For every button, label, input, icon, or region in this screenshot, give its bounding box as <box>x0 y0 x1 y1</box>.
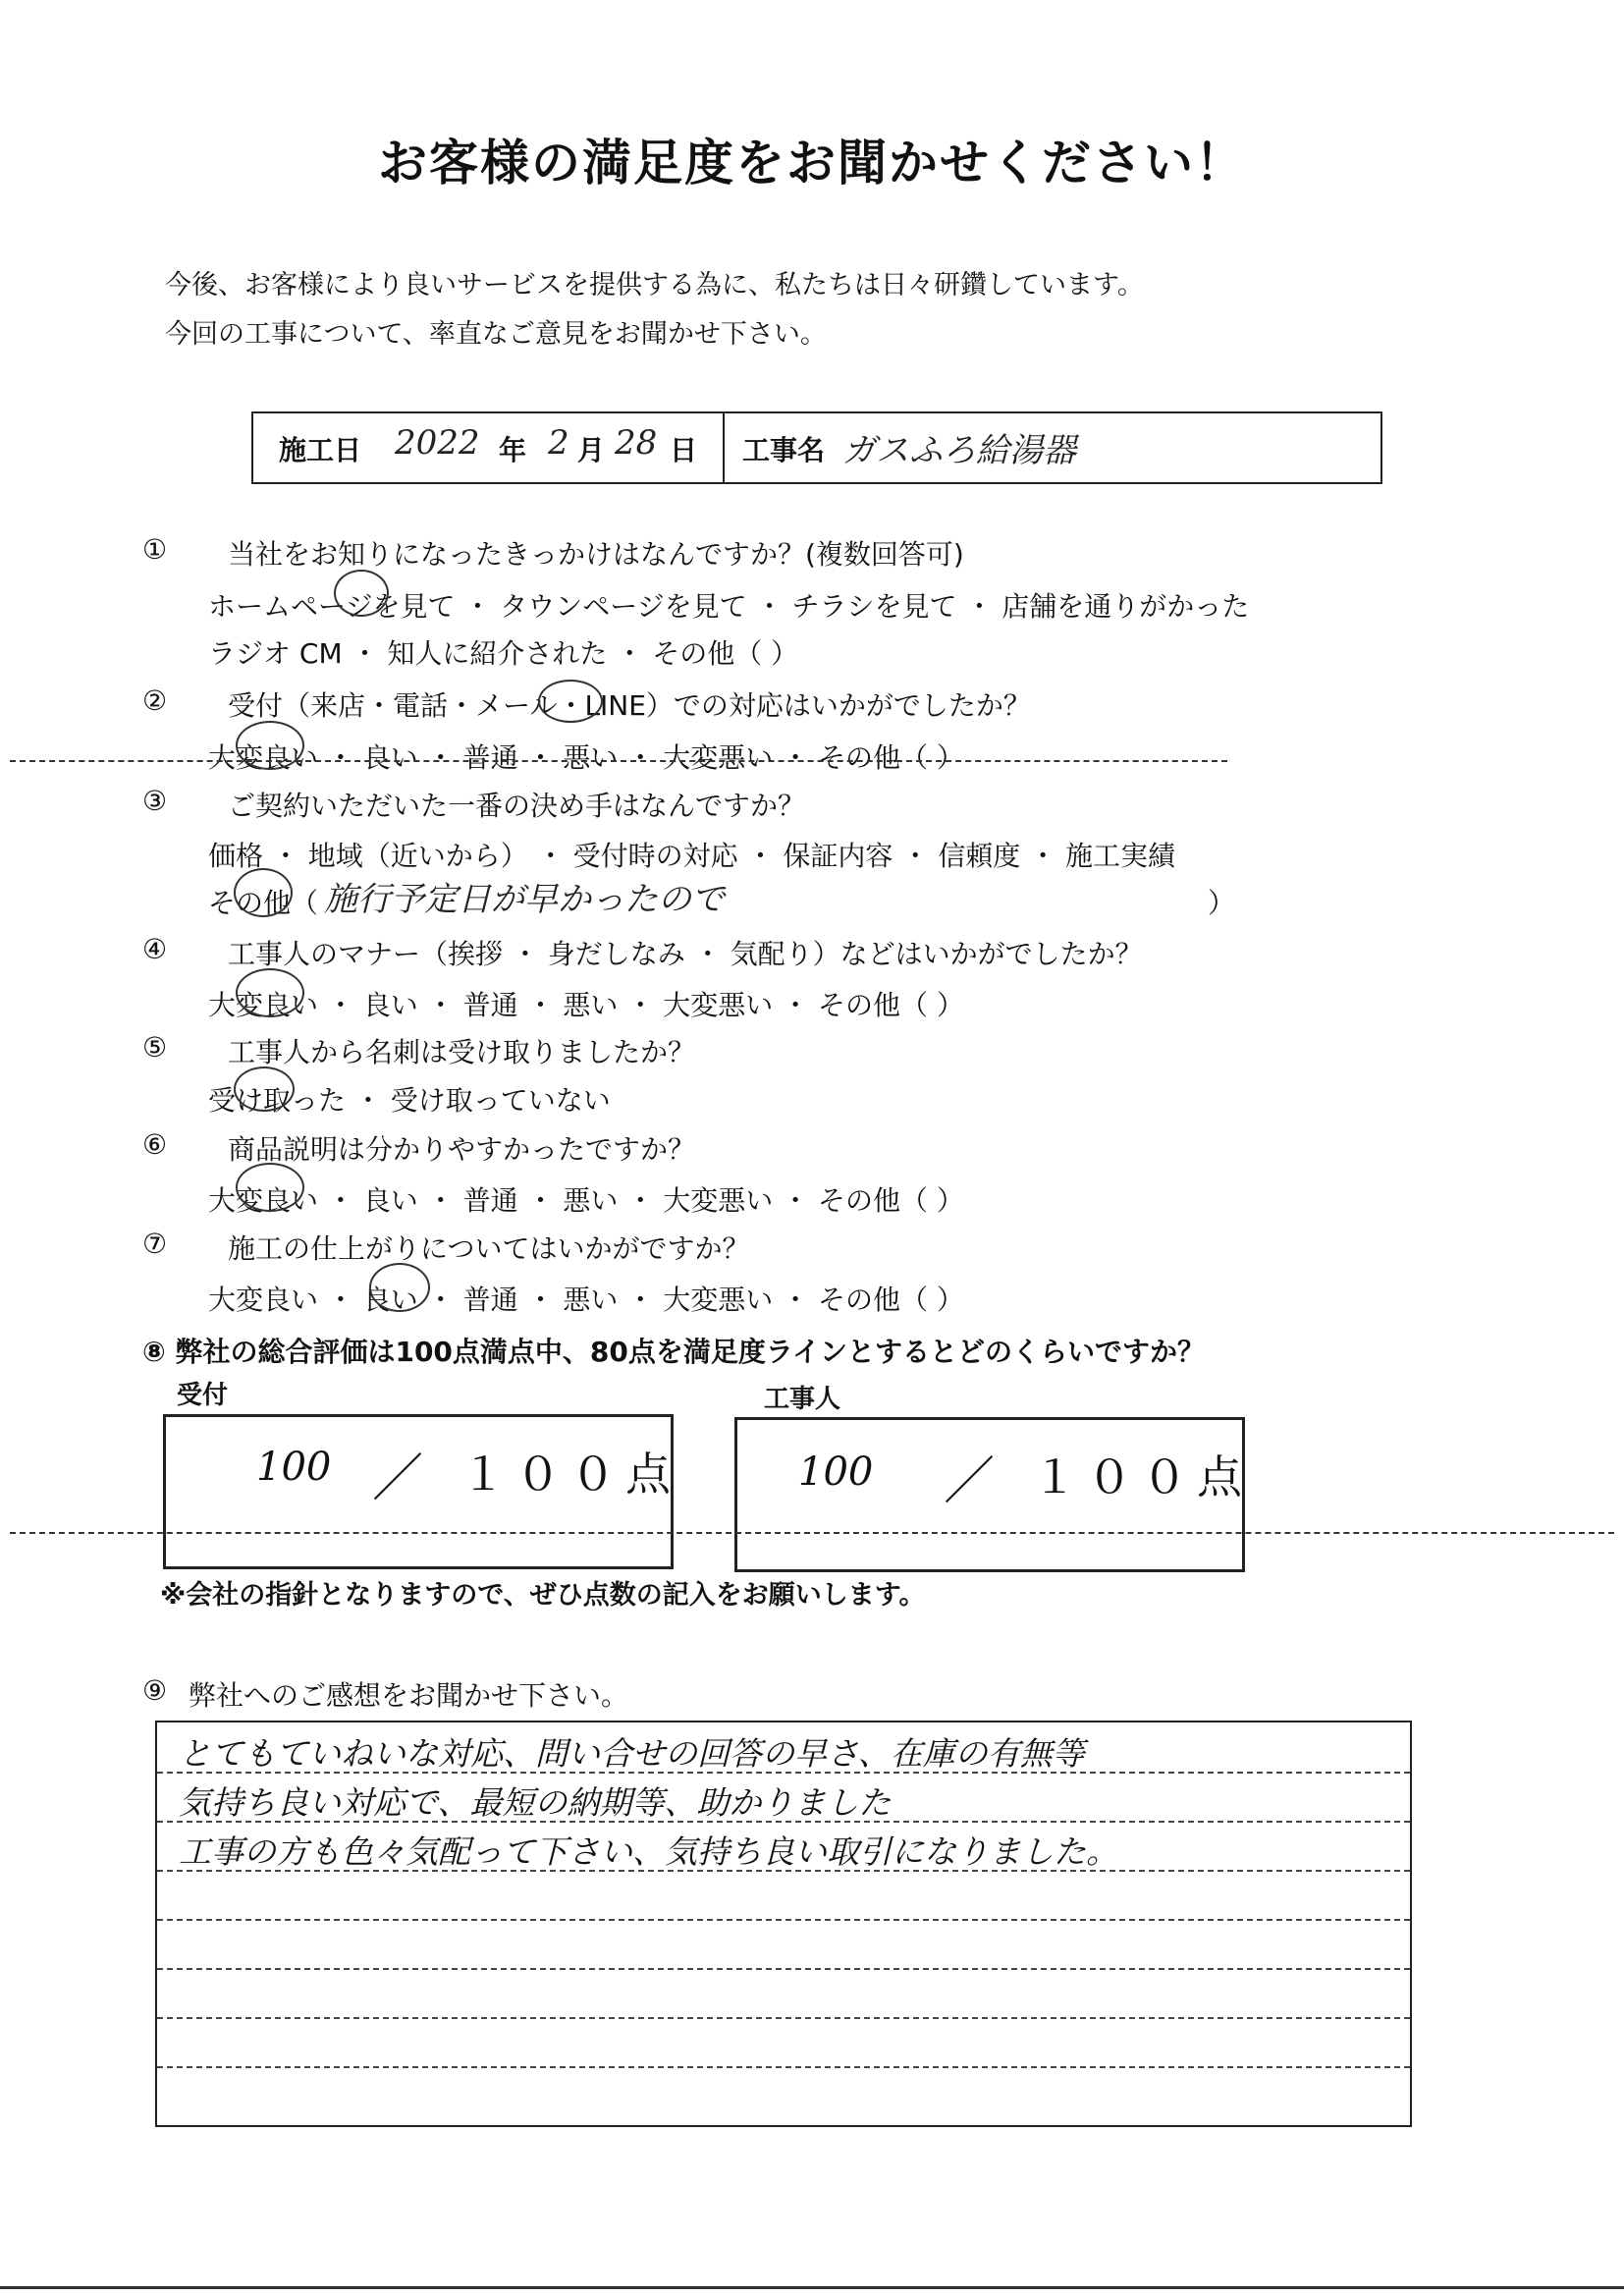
q6-options: 大変良い ・ 良い ・ 普通 ・ 悪い ・ 大変悪い ・ その他（ ） <box>208 1184 964 1217</box>
day-unit: 日 <box>670 434 698 466</box>
q1-options-line-1: ホームページを見て ・ タウンページを見て ・ チラシを見て ・ 店舗を通りがかった <box>208 590 1250 623</box>
comment-ruled-line <box>157 1919 1410 1921</box>
worker-score-max: １００点 <box>1032 1450 1252 1503</box>
q2-line-circle <box>538 680 603 723</box>
q7-answer-circle <box>369 1263 430 1312</box>
q3-other-answer: 施行予定日が早かったので <box>324 880 725 919</box>
q6-text: 商品説明は分かりやすかったですか？ <box>228 1133 696 1166</box>
year-value: 2022 <box>395 423 480 463</box>
comment-ruled-line <box>157 2017 1410 2019</box>
q7-options: 大変良い ・ 良い ・ 普通 ・ 悪い ・ 大変悪い ・ その他（ ） <box>208 1284 964 1316</box>
work-name-value: ガスふろ給湯器 <box>842 431 1076 470</box>
q4-answer-circle <box>236 968 304 1017</box>
q2-options: 大変良い ・ 良い ・ 普通 ・ 悪い ・ 大変悪い ・ その他（ ） <box>208 741 964 774</box>
notice-text: ※会社の指針となりますので、ぜひ点数の記入をお願いします。 <box>160 1580 926 1611</box>
reception-score-slash: ／ <box>372 1449 424 1508</box>
month-value: 2 <box>548 423 569 463</box>
info-box <box>251 411 1382 484</box>
q1-options-line-2: ラジオ CM ・ 知人に紹介された ・ その他（ ） <box>208 637 799 670</box>
worker-score-value: 100 <box>798 1449 874 1495</box>
q4-text: 工事人のマナー（挨拶 ・ 身だしなみ ・ 気配り）などはいかがでしたか？ <box>228 938 1143 970</box>
q7-text: 施工の仕上がりについてはいかがですか？ <box>228 1232 750 1265</box>
q4-options: 大変良い ・ 良い ・ 普通 ・ 悪い ・ 大変悪い ・ その他（ ） <box>208 989 964 1021</box>
q3-options-line-1: 価格 ・ 地域（近いから） ・ 受付時の対応 ・ 保証内容 ・ 信頼度 ・ 施工実績 <box>208 840 1176 872</box>
q1-text: 当社をお知りになったきっかけはなんですか？(複数回答可) <box>228 538 964 571</box>
q4-number: ④ <box>142 933 168 965</box>
worker-score-box <box>734 1417 1252 1572</box>
q9-text: 弊社へのご感想をお聞かせ下さい。 <box>189 1679 629 1712</box>
comment-ruled-line <box>157 1968 1410 1970</box>
q2-text: 受付（来店・電話・メール・LINE）での対応はいかがでしたか？ <box>228 689 1031 722</box>
q5-text: 工事人から名刺は受け取りましたか？ <box>228 1036 696 1068</box>
month-unit: 月 <box>577 434 606 466</box>
q6-number: ⑥ <box>142 1128 168 1161</box>
day-value: 28 <box>615 423 658 463</box>
reception-score-max: １００点 <box>460 1448 680 1501</box>
reception-label: 受付 <box>177 1381 229 1410</box>
comment-box <box>155 1721 1412 2127</box>
q8-text: ⑧ 弊社の総合評価は100点満点中、80点を満足度ラインとするとどのくらいですか？ <box>142 1336 1206 1368</box>
info-divider <box>723 413 725 482</box>
intro-line-2: 今回の工事について、率直なご意見をお聞かせ下さい。 <box>165 319 827 350</box>
year-unit: 年 <box>499 434 527 466</box>
q5-options: 受け取った ・ 受け取っていない <box>208 1084 611 1117</box>
reception-score-box <box>163 1414 680 1569</box>
date-label: 施工日 <box>279 434 362 466</box>
comment-ruled-line <box>157 2066 1410 2068</box>
reception-score-value: 100 <box>256 1445 332 1490</box>
q2-number: ② <box>142 684 168 717</box>
q3-options-other: その他（ <box>208 887 319 919</box>
scan-artifact-line <box>0 2286 1624 2289</box>
worker-label: 工事人 <box>764 1385 841 1414</box>
q3-answer-circle <box>234 868 293 917</box>
q7-number: ⑦ <box>142 1228 168 1260</box>
q2-answer-circle <box>236 721 304 770</box>
scan-artifact-line <box>10 1532 1614 1534</box>
scan-artifact-line <box>10 760 1227 762</box>
intro-line-1: 今後、お客様により良いサービスを提供する為に、私たちは日々研鑽しています。 <box>165 270 1144 301</box>
work-label: 工事名 <box>742 434 826 466</box>
q3-text: ご契約いただいた一番の決め手はなんですか？ <box>228 790 806 822</box>
q6-answer-circle <box>236 1163 304 1212</box>
page-title: お客様の満足度をお聞かせください！ <box>378 135 1246 191</box>
comment-line-3: 工事の方も色々気配って下さい、気持ち良い取引になりました。 <box>179 1832 1118 1871</box>
q5-number: ⑤ <box>142 1031 168 1064</box>
worker-score-slash: ／ <box>944 1452 996 1511</box>
q3-other-close: ） <box>1208 887 1236 919</box>
q3-number: ③ <box>142 785 168 817</box>
q1-answer-circle <box>334 570 389 617</box>
q9-number: ⑨ <box>142 1674 168 1707</box>
q1-number: ① <box>142 533 168 566</box>
comment-line-2: 気持ち良い対応で、最短の納期等、助かりました <box>179 1783 892 1822</box>
comment-line-1: とてもていねいな対応、問い合せの回答の早さ、在庫の有無等 <box>179 1734 1085 1773</box>
q5-answer-circle <box>234 1066 295 1112</box>
